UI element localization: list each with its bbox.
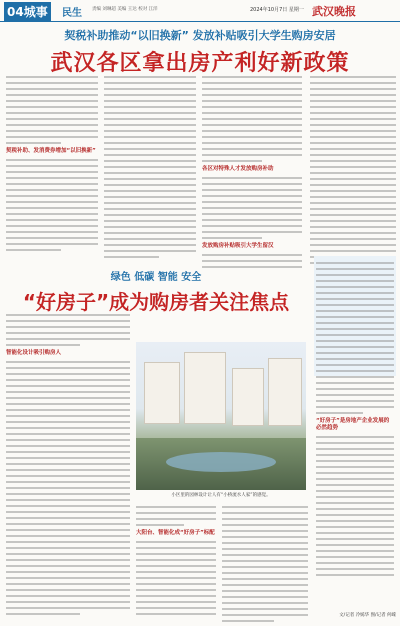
second-subhead-1: 智能化设计吸引购房人 [6, 350, 62, 356]
section-name: 民生 [62, 8, 82, 19]
lead-column-3 [202, 76, 302, 272]
lead-column-4 [310, 76, 396, 268]
publication-date: 2024年10月7日 星期一 [250, 7, 304, 13]
lead-column-2 [104, 76, 196, 262]
sidebar-column [316, 262, 394, 580]
lead-subhead-1: 契税补助、发消费券增加“以旧换新” [6, 148, 96, 154]
reporter-credit: 文/记者 冷嫣华 图/记者 何嵘 [339, 613, 396, 618]
newspaper-logo: 武汉晚报 [312, 5, 356, 18]
lead-column-1 [6, 76, 98, 255]
editors-line: 责编 刘琳超 美编 王达 校对 江洋 [92, 7, 158, 12]
second-column-1 [6, 314, 130, 619]
second-title: “好房子”成为购房者关注焦点 [22, 290, 290, 314]
lead-subhead-2: 各区对特殊人才发放购房补助 [202, 166, 274, 172]
second-subhead-3: “好房子”是房地产企业发展的必然趋势 [316, 418, 390, 431]
lead-subhead-3: 发放购房补贴吸引大学生留汉 [202, 243, 274, 249]
second-column-3 [222, 506, 308, 626]
section-number: 04城事 [4, 2, 51, 21]
second-subtitle: 绿色 低碳 智能 安全 [110, 272, 202, 283]
second-subhead-2: 大阳台、智能化成“好房子”标配 [136, 530, 215, 536]
garden-photo [136, 342, 306, 490]
masthead [0, 0, 400, 22]
lead-title: 武汉各区拿出房产利好新政策 [50, 51, 350, 76]
second-column-2 [136, 506, 216, 619]
lead-subtitle: 契税补助推动“以旧换新” 发放补贴吸引大学生购房安居 [64, 29, 336, 42]
photo-caption: 小区里的园林设计让人有“小桥流水人家”的感觉。 [171, 493, 271, 498]
